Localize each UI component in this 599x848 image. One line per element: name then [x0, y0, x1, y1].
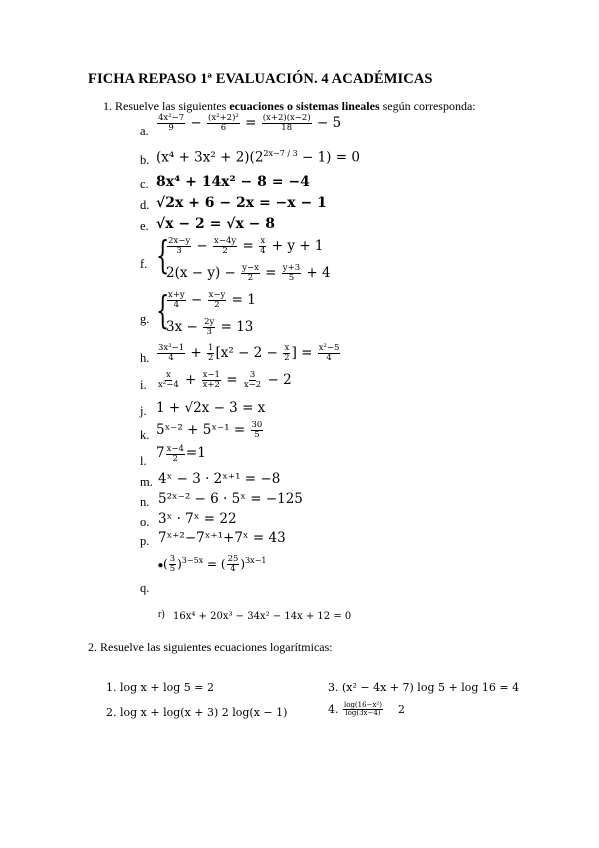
equation-n: 5²ˣ⁻² − 6 · 5ˣ = −125: [158, 491, 303, 507]
item-label-h: h.: [140, 351, 150, 365]
log-eq-4-tail: 2: [397, 702, 405, 716]
page-title: FICHA REPASO 1ª EVALUACIÓN. 4 ACADÉMICAS: [88, 71, 433, 87]
log-equation-3: 3. (x² − 4x + 7) log 5 + log 16 = 4: [328, 681, 520, 694]
equation-q: ⦁( $\frac{3}{5}$ )$^{3-5x}$ = ( $\frac{25}{4}$ )$^{3x-1}$: [158, 554, 267, 574]
log-equation-1: 1. log x + log 5 = 2: [106, 681, 214, 694]
equation-e: √x − 2 = √x − 8: [156, 216, 276, 232]
equation-p: 7ˣ⁺²−7ˣ⁺¹+7ˣ = 43: [158, 530, 286, 546]
item-label-n: n.: [140, 495, 150, 509]
log-equation-4: [328, 702, 405, 718]
equation-l: 7 $\frac{x-4}{2}$ =1: [156, 444, 206, 464]
equation-k: 5ˣ⁻² + 5ˣ⁻¹ = $\frac{30}{5}$: [156, 420, 263, 440]
item-label-e: e.: [140, 219, 149, 233]
eq-l-base: 7: [156, 445, 165, 461]
item-label-a: a.: [140, 124, 149, 138]
item-label-p: p.: [140, 534, 150, 548]
equation-b: [156, 149, 360, 166]
item-label-g: g.: [140, 312, 150, 326]
equation-i: $\frac{x}{\text{x²−4}}$ + $\frac{x-1}{x+2}$ = $\frac{3}{x-2}$ − 2: [158, 370, 292, 390]
equation-h: $\frac{\text{3x²−1}}{4}$ + $\frac{1}{2}$ [x² − 2 − $\frac{x}{2}$ ] = $\frac{\text{x²−5}}{4}$: [158, 343, 340, 363]
eq-l-tail: =1: [185, 445, 206, 461]
log-eq-4-denominator: log(3x−4): [345, 709, 381, 718]
q1-bold-text: ecuaciones o sistemas lineales: [229, 99, 380, 113]
equation-m: 4ˣ − 3 · 2ˣ⁺¹ = −8: [158, 471, 281, 487]
q1-prefix: 1. Resuelve las siguientes: [103, 99, 230, 113]
equation-d: √2x + 6 − 2x = −x − 1: [156, 195, 327, 211]
eq-b-main: (x⁴ + 3x² + 2)(2: [156, 149, 264, 166]
item-label-b: b.: [140, 153, 150, 167]
equation-g1: $\frac{x+y}{4}$ − $\frac{x-y}{2}$ = 1: [168, 290, 256, 310]
item-label-d: d.: [140, 198, 150, 212]
item-label-f: f.: [140, 257, 148, 271]
item-label-i: i.: [140, 378, 147, 392]
equation-c: 8x⁴ + 14x² − 8 = −4: [156, 174, 310, 190]
log-eq-4-label: 4.: [328, 702, 339, 716]
eq-k-main: 5ˣ⁻² + 5ˣ⁻¹ =: [156, 421, 246, 438]
item-label-q: q.: [140, 581, 150, 595]
equation-o: 3ˣ · 7ˣ = 22: [158, 511, 237, 527]
equation-a: $\frac{\text{4x²−7}}{9}$ − $\frac{\text{(x²+2)²}}{6}$ = $\frac{(x+2)(x-2)}{18}$ − 5: [158, 113, 342, 133]
item-label-j: j.: [140, 404, 147, 418]
log-eq-4-numerator: log(16−x²): [344, 701, 382, 709]
log-equation-2: 2. log x + log(x + 3) 2 log(x − 1): [106, 706, 288, 719]
eq-b-tail: − 1) = 0: [297, 149, 360, 166]
item-label-l: l.: [140, 454, 147, 468]
system-brace-f: {: [156, 233, 170, 277]
q1-suffix: según corresponda:: [379, 99, 476, 113]
question-1-heading: [103, 99, 476, 114]
equation-j: 1 + √2x − 3 = x: [156, 400, 266, 416]
eq-b-exponent: 2x−7 / 3: [263, 149, 298, 158]
system-brace-g: {: [156, 288, 170, 332]
item-label-k: k.: [140, 428, 150, 442]
item-label-c: c.: [140, 177, 149, 191]
equation-f1: $\frac{2x-y}{3}$ − $\frac{x-4y}{2}$ = $\frac{x}{4}$ + y + 1: [168, 236, 324, 256]
item-label-o: o.: [140, 515, 150, 529]
item-label-r: r): [158, 609, 165, 620]
equation-r: 16x⁴ + 20x³ − 34x² − 14x + 12 = 0: [173, 611, 352, 622]
equation-f2: 2(x − y) − $\frac{y-x}{2}$ = $\frac{y+3}{5}$ + 4: [166, 263, 331, 283]
item-label-m: m.: [140, 475, 153, 489]
question-2-heading: 2. Resuelve las siguientes ecuaciones logarítmicas:: [88, 640, 333, 654]
equation-g2: 3x − $\frac{2y}{3}$ = 13: [166, 317, 254, 337]
